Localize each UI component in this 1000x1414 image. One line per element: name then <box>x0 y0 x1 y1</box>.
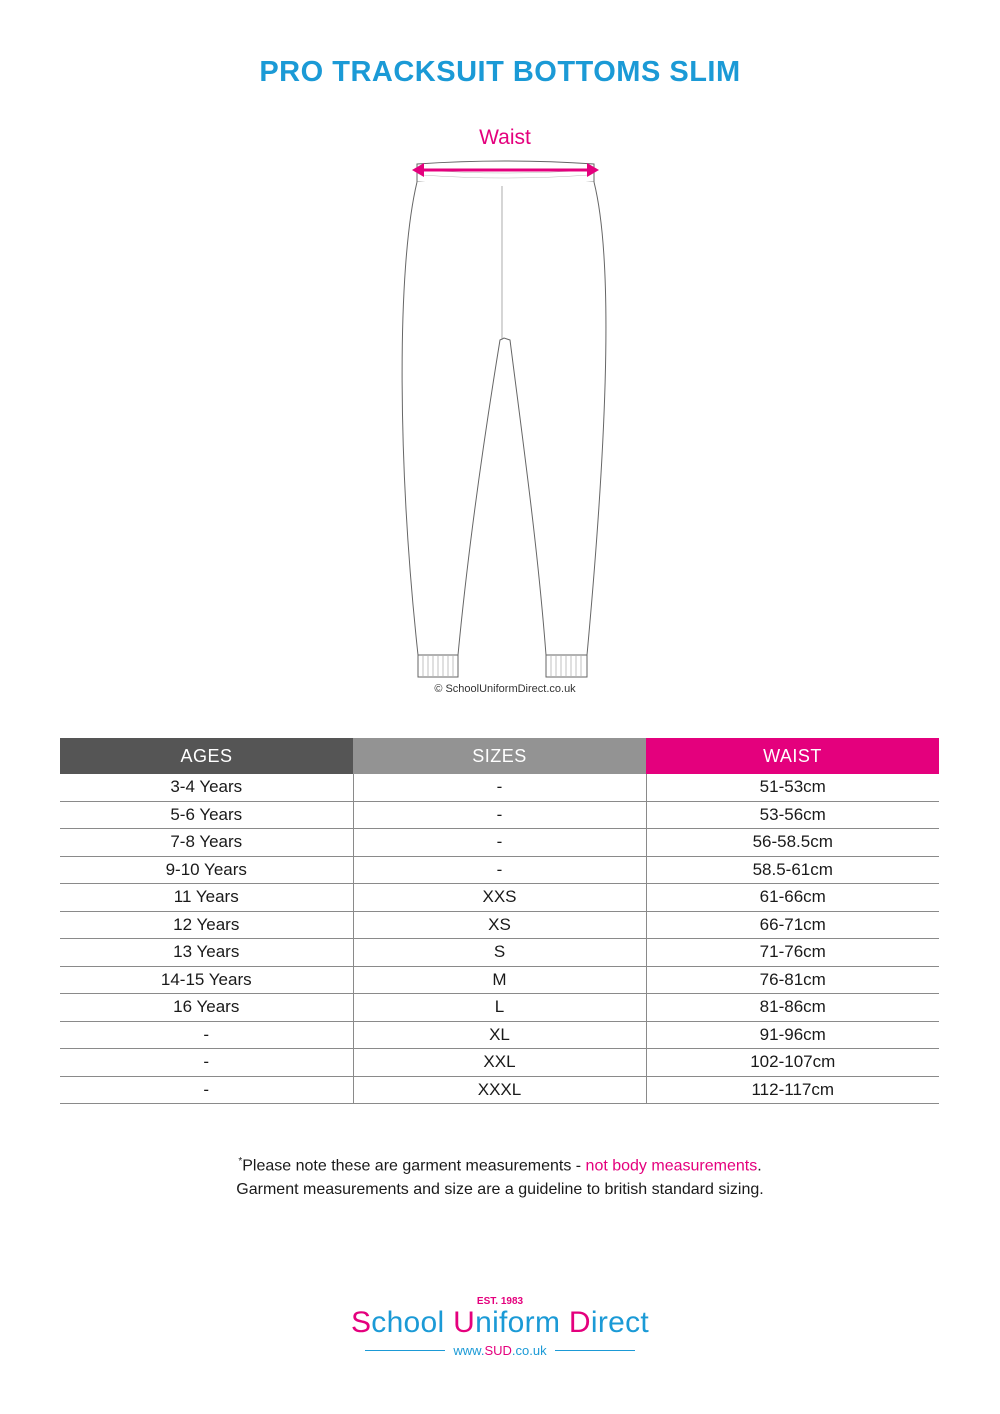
table-row <box>60 994 939 1022</box>
size-cell: - <box>353 774 646 801</box>
logo-brand-name <box>290 1306 710 1340</box>
logo-initial-u: U <box>453 1306 476 1339</box>
measurement-note <box>0 1150 1000 1202</box>
size-cell: - <box>353 829 646 857</box>
size-cell: XL <box>353 1021 646 1049</box>
table-row <box>60 911 939 939</box>
table-row <box>60 829 939 857</box>
age-cell: 9-10 Years <box>60 856 353 884</box>
waist-cell: 102-107cm <box>646 1049 939 1077</box>
waist-label: Waist <box>479 126 531 149</box>
size-cell: M <box>353 966 646 994</box>
note-main-text: Please note these are garment measurements - <box>242 1157 586 1175</box>
header-ages: AGES <box>60 738 353 774</box>
age-cell: - <box>60 1021 353 1049</box>
logo-word-uniform: niform <box>475 1306 569 1339</box>
size-cell: S <box>353 939 646 967</box>
table-row <box>60 856 939 884</box>
size-cell: XXL <box>353 1049 646 1077</box>
age-cell: 5-6 Years <box>60 801 353 829</box>
logo-word-school: chool <box>371 1306 454 1339</box>
logo-est-text: EST. 1983 <box>476 1296 524 1307</box>
table-body <box>60 774 939 1104</box>
size-cell: - <box>353 856 646 884</box>
size-cell: XS <box>353 911 646 939</box>
logo-url-suffix: .co.uk <box>511 1342 547 1358</box>
age-cell: 13 Years <box>60 939 353 967</box>
size-cell: XXXL <box>353 1076 646 1104</box>
age-cell: 14-15 Years <box>60 966 353 994</box>
age-cell: - <box>60 1076 353 1104</box>
copyright-text: © SchoolUniformDirect.co.uk <box>434 683 576 695</box>
waist-cell: 53-56cm <box>646 801 939 829</box>
logo-url-highlight: SUD <box>484 1342 512 1358</box>
logo-initial-s: S <box>350 1306 372 1339</box>
table-row <box>60 1021 939 1049</box>
waist-cell: 56-58.5cm <box>646 829 939 857</box>
table-row <box>60 801 939 829</box>
waist-cell: 81-86cm <box>646 994 939 1022</box>
logo-rule-left <box>365 1350 445 1351</box>
size-cell: - <box>353 801 646 829</box>
header-sizes: SIZES <box>353 738 646 774</box>
age-cell: 12 Years <box>60 911 353 939</box>
page-title: PRO TRACKSUIT BOTTOMS SLIM <box>259 56 741 88</box>
logo-initial-d: D <box>568 1306 591 1339</box>
note-highlight-text: not body measurements <box>585 1157 758 1175</box>
table-row <box>60 1076 939 1104</box>
table-row <box>60 939 939 967</box>
tracksuit-bottoms-diagram <box>390 150 620 690</box>
logo-url-row <box>290 1342 710 1358</box>
waist-cell: 66-71cm <box>646 911 939 939</box>
note-end-punct: . <box>757 1157 762 1175</box>
logo-url <box>453 1343 546 1358</box>
age-cell: - <box>60 1049 353 1077</box>
waist-cell: 51-53cm <box>646 774 939 801</box>
table-row <box>60 774 939 801</box>
waist-cell: 112-117cm <box>646 1076 939 1104</box>
waist-cell: 91-96cm <box>646 1021 939 1049</box>
waist-cell: 58.5-61cm <box>646 856 939 884</box>
note-line-2: Garment measurements and size are a guideline to british standard sizing. <box>236 1181 764 1199</box>
header-waist: WAIST <box>646 738 939 774</box>
age-cell: 3-4 Years <box>60 774 353 801</box>
age-cell: 16 Years <box>60 994 353 1022</box>
logo-url-prefix: www. <box>453 1342 485 1358</box>
waist-cell: 61-66cm <box>646 884 939 912</box>
waist-cell: 76-81cm <box>646 966 939 994</box>
table-header-row <box>60 738 939 774</box>
age-cell: 7-8 Years <box>60 829 353 857</box>
note-line-1 <box>0 1150 1000 1178</box>
size-cell: XXS <box>353 884 646 912</box>
logo-word-direct: irect <box>590 1306 650 1339</box>
size-chart-table <box>60 738 939 1104</box>
brand-logo <box>290 1296 710 1366</box>
age-cell: 11 Years <box>60 884 353 912</box>
size-cell: L <box>353 994 646 1022</box>
logo-rule-right <box>555 1350 635 1351</box>
table-row <box>60 884 939 912</box>
waist-cell: 71-76cm <box>646 939 939 967</box>
note-asterisk: * <box>238 1156 243 1167</box>
table-row <box>60 966 939 994</box>
table-row <box>60 1049 939 1077</box>
